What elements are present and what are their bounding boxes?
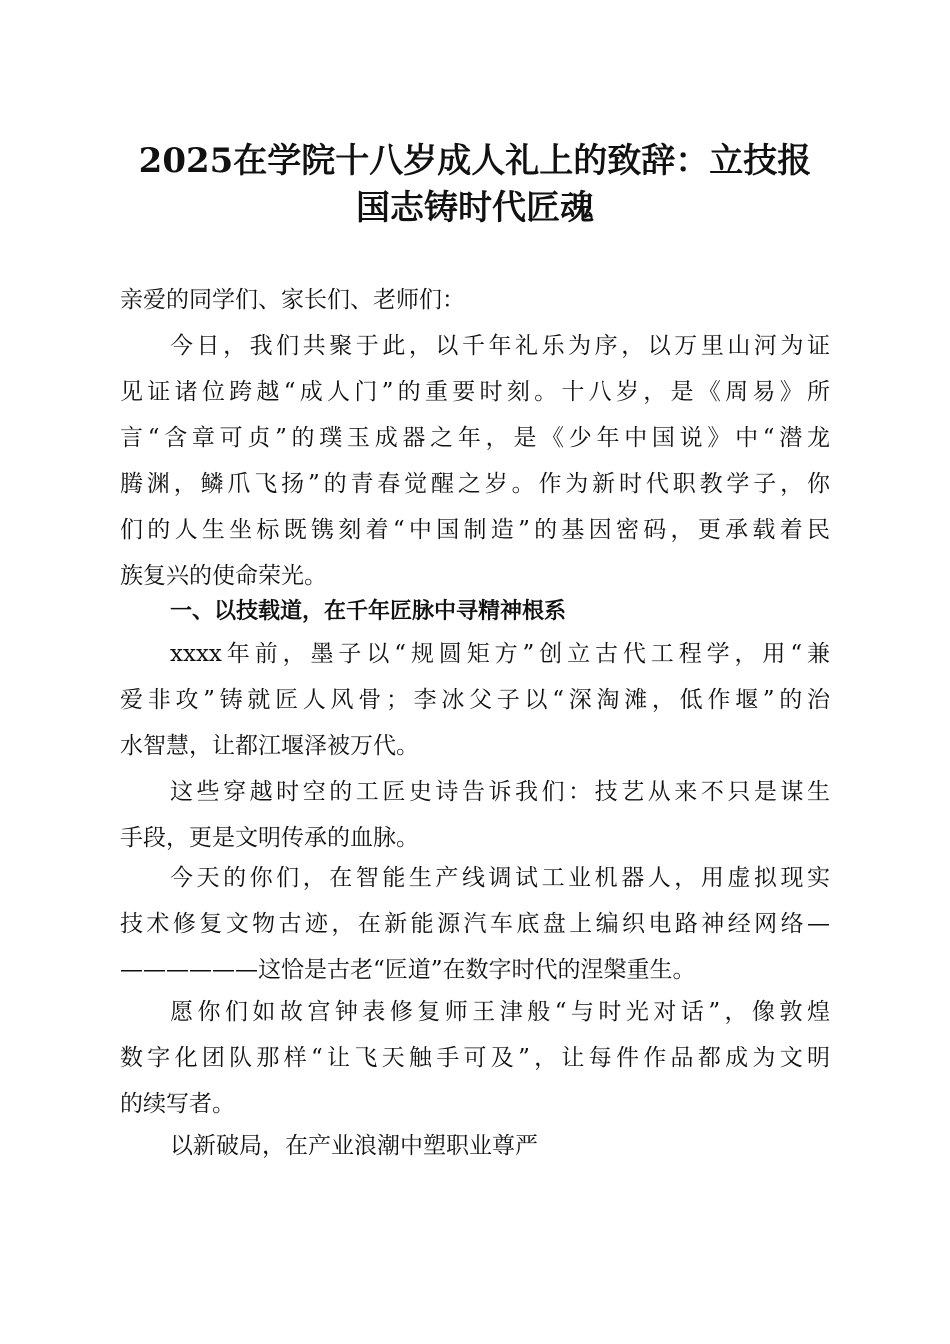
paragraph-4-line: ——————这恰是古老“匠道”在数字时代的涅槃重生。 [120,957,696,983]
section-heading-1: 一、以技载道，在千年匠脉中寻精神根系 [170,599,567,624]
paragraph-3-line: 手段，更是文明传承的血脉。 [120,825,419,851]
paragraph-2-line: xxxx年前，墨子以“规圆矩方”创立古代工程学，用“兼 [170,641,830,667]
paragraph-5-line: 愿你们如故宫钟表修复师王津般“与时光对话”，像敦煌 [170,999,830,1025]
salutation: 亲爱的同学们、家长们、老师们： [120,287,465,313]
paragraph-5-line: 的续写者。 [120,1091,235,1117]
paragraph-1-line: 们的人生坐标既镌刻着“中国制造”的基因密码，更承载着民 [120,517,830,543]
paragraph-1-line: 言“含章可贞”的璞玉成器之年，是《少年中国说》中“潜龙 [120,425,830,451]
paragraph-1-line: 腾渊，鳞爪飞扬”的青春觉醒之岁。作为新时代职教学子，你 [120,471,830,497]
document-title-line-2: 国志铸时代匠魂 [356,188,594,228]
paragraph-1-line: 见证诸位跨越“成人门”的重要时刻。十八岁，是《周易》所 [120,379,830,405]
paragraph-2-line: 爱非攻”铸就匠人风骨；李冰父子以“深淘滩，低作堰”的治 [120,687,830,713]
paragraph-5-line: 数字化团队那样“让飞天触手可及”，让每件作品都成为文明 [120,1045,830,1071]
paragraph-2-line: 水智慧，让都江堰泽被万代。 [120,733,419,759]
paragraph-1-line: 族复兴的使命荣光。 [120,563,327,589]
paragraph-3-line: 这些穿越时空的工匠史诗告诉我们：技艺从来不只是谋生 [170,779,830,805]
paragraph-1-line: 今日，我们共聚于此，以千年礼乐为序，以万里山河为证 [170,333,830,359]
paragraph-6-line: 以新破局，在产业浪潮中塑职业尊严 [170,1133,538,1159]
document-title-line-1: 2025在学院十八岁成人礼上的致辞：立技报 [138,141,812,181]
paragraph-4-line: 技术修复文物古迹，在新能源汽车底盘上编织电路神经网络— [120,911,830,937]
paragraph-4-line: 今天的你们，在智能生产线调试工业机器人，用虚拟现实 [170,865,830,891]
